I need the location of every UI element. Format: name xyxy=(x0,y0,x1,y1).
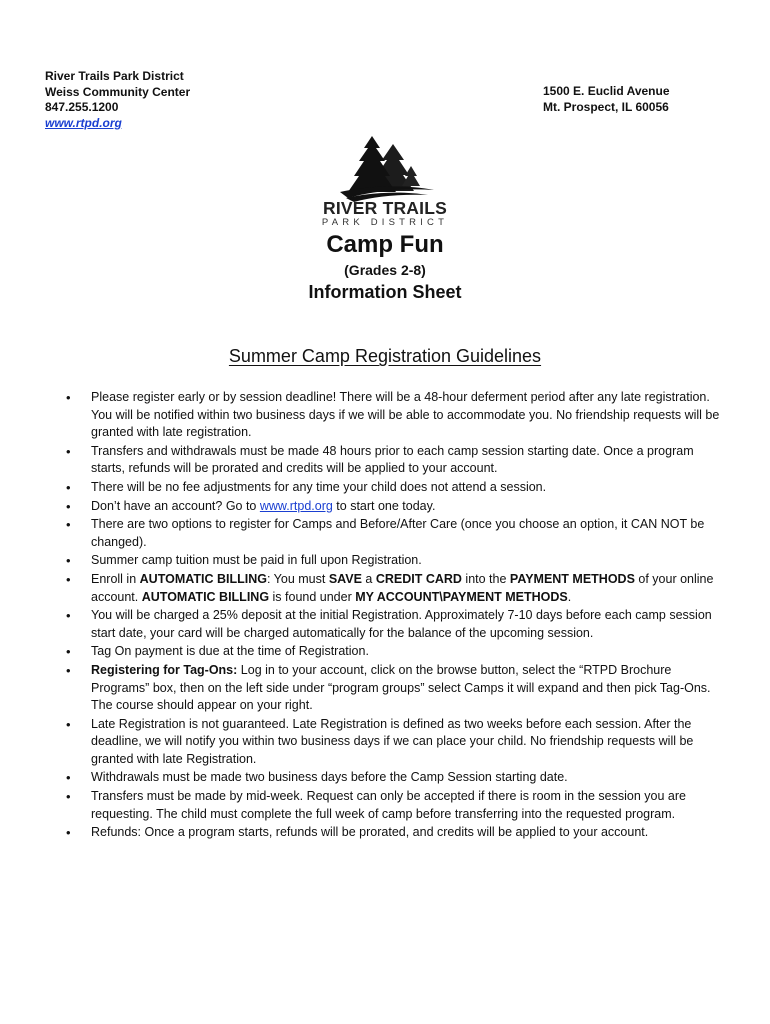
guideline-text: Late Registration is not guaranteed. Late Registration is defined as two weeks before each session. After the deadline, we will notify you within two business days if we can place your child. No friendship requests will be granted with late Registration. xyxy=(91,716,694,766)
guideline-text: Transfers and withdrawals must be made 48 hours prior to each camp session starting date. Once a program starts, refunds will be prorated and credits will be applied to your account. xyxy=(91,443,694,476)
org-name: River Trails Park District xyxy=(45,69,184,83)
section-heading: Summer Camp Registration Guidelines xyxy=(228,346,542,366)
grades-subtitle: (Grades 2-8) xyxy=(344,262,426,278)
guideline-emphasis: AUTOMATIC BILLING xyxy=(141,589,270,604)
phone-number: 847.255.1200 xyxy=(45,100,119,114)
guideline-text: Summer camp tuition must be paid in full upon Registration. xyxy=(91,553,422,568)
page-title: Camp Fun xyxy=(326,231,444,258)
guideline-emphasis: SAVE xyxy=(328,571,362,586)
guideline-text: Enroll in xyxy=(91,571,140,586)
logo-subtitle: PARK DISTRICT xyxy=(321,217,449,228)
guideline-item xyxy=(60,571,725,606)
guideline-text: is found under xyxy=(269,589,356,604)
guideline-text: Log in to your account, click on the browse button, select the “RTPD Brochure Programs” box, then on the left side under “program groups” select Camps it will expand and then pick Tag-Ons. The course should appear on your right. xyxy=(91,662,711,713)
guideline-text: into the xyxy=(461,571,510,586)
guideline-item xyxy=(60,662,725,715)
guideline-item xyxy=(60,552,725,570)
header-address xyxy=(543,84,670,115)
website-link[interactable]: www.rtpd.org xyxy=(45,115,122,130)
guidelines-list xyxy=(60,389,725,843)
guideline-item xyxy=(60,788,725,823)
guideline-item xyxy=(60,824,725,842)
guideline-emphasis: CREDIT CARD xyxy=(375,571,462,586)
sheet-title: Information Sheet xyxy=(308,282,462,302)
center-name: Weiss Community Center xyxy=(45,84,191,99)
guideline-item xyxy=(60,389,725,442)
guideline-text: Transfers must be made by mid-week. Request can only be accepted if there is room in the session you are requesting. The child must complete the full week of camp before transferring into the requested program. xyxy=(91,789,686,821)
guideline-text: a xyxy=(361,571,376,586)
logo-wordmark: RIVER TRAILS xyxy=(323,198,447,218)
guideline-text: . xyxy=(567,589,572,604)
guideline-text: You will be charged a 25% deposit at the initial Registration. Approximately 7-10 days before each camp session start date, your card will be charged automatically for the balance of the upcoming session. xyxy=(91,608,712,640)
guideline-item xyxy=(60,607,725,642)
guideline-text: Withdrawals must be made two business days before the Camp Session starting date. xyxy=(91,770,568,785)
guideline-text: : You must xyxy=(266,571,329,586)
guideline-text: Tag On payment is due at the time of Registration. xyxy=(91,644,369,659)
guideline-text: Please register early or by session deadline! There will be a 48-hour deferment period after any late registration. You will be notified within two business days if we will be able to accommodate you. No friendship requests will be granted with late registration. xyxy=(91,390,720,440)
guideline-item xyxy=(60,516,725,551)
address-line-1: 1500 E. Euclid Avenue xyxy=(543,84,670,98)
guideline-item xyxy=(60,643,725,661)
guideline-emphasis: MY ACCOUNT\PAYMENT METHODS xyxy=(355,589,568,604)
address-line-2: Mt. Prospect, IL 60056 xyxy=(543,99,669,114)
guideline-text: Don’t have an account? Go to xyxy=(91,498,260,513)
guideline-item xyxy=(60,769,725,787)
guideline-text: of your online account. xyxy=(91,571,714,604)
guideline-emphasis: Registering for Tag-Ons: xyxy=(91,662,238,677)
guideline-item xyxy=(60,498,725,516)
guideline-emphasis: PAYMENT METHODS xyxy=(509,571,635,586)
website-link[interactable]: www.rtpd.org xyxy=(259,498,333,513)
guideline-emphasis: AUTOMATIC BILLING xyxy=(139,571,267,586)
guideline-item xyxy=(60,716,725,769)
guideline-item xyxy=(60,479,725,497)
guideline-text: to start one today. xyxy=(332,498,436,513)
header-contact xyxy=(45,69,190,131)
guideline-text: There are two options to register for Camps and Before/After Care (once you choose an option, it CAN NOT be changed). xyxy=(91,517,705,549)
guideline-text: There will be no fee adjustments for any time your child does not attend a session. xyxy=(91,479,547,494)
guideline-item xyxy=(60,443,725,478)
guideline-text: Refunds: Once a program starts, refunds will be prorated, and credits will be applied to your account. xyxy=(91,825,649,840)
